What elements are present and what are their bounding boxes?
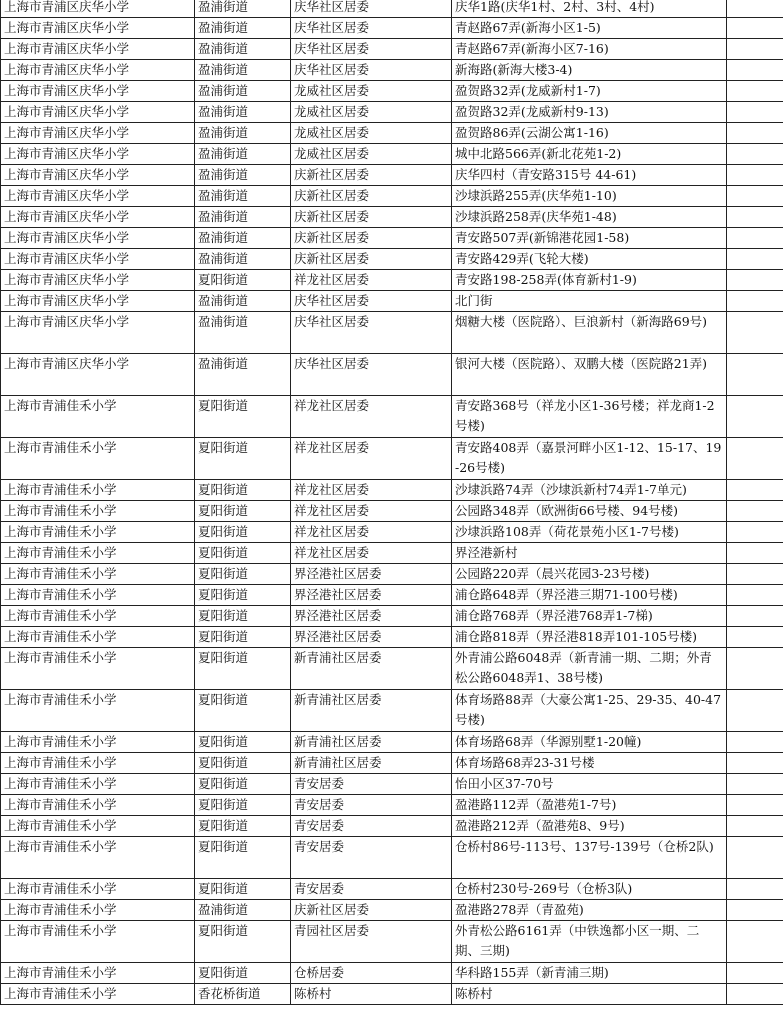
address-cell: 仓桥村230号-269号（仓桥3队) <box>452 879 727 900</box>
table-row <box>1 18 783 39</box>
empty-cell <box>727 648 783 690</box>
empty-cell <box>727 228 783 249</box>
school-name-cell: 上海市青浦区庆华小学 <box>1 207 195 228</box>
community-cell: 庆新社区居委 <box>291 207 452 228</box>
table-row <box>1 249 783 270</box>
street-cell: 盈浦街道 <box>195 207 291 228</box>
address-cell: 青赵路67弄(新海小区1-5) <box>452 18 727 39</box>
address-cell: 公园路220弄（晨兴花园3-23号楼) <box>452 564 727 585</box>
address-cell: 盈港路212弄（盈港苑8、9号) <box>452 816 727 837</box>
school-name-cell: 上海市青浦区庆华小学 <box>1 354 195 396</box>
address-cell: 青安路507弄(新锦港花园1-58) <box>452 228 727 249</box>
community-cell: 庆新社区居委 <box>291 186 452 207</box>
street-cell: 盈浦街道 <box>195 39 291 60</box>
address-cell: 青安路429弄(飞轮大楼) <box>452 249 727 270</box>
address-cell: 新海路(新海大楼3-4) <box>452 60 727 81</box>
school-name-cell: 上海市青浦佳禾小学 <box>1 795 195 816</box>
school-name-cell: 上海市青浦佳禾小学 <box>1 543 195 564</box>
school-name-cell: 上海市青浦佳禾小学 <box>1 501 195 522</box>
street-cell: 夏阳街道 <box>195 774 291 795</box>
school-name-cell: 上海市青浦区庆华小学 <box>1 102 195 123</box>
empty-cell <box>727 879 783 900</box>
street-cell: 夏阳街道 <box>195 438 291 480</box>
school-name-cell: 上海市青浦佳禾小学 <box>1 732 195 753</box>
school-name-cell: 上海市青浦区庆华小学 <box>1 291 195 312</box>
school-name-cell: 上海市青浦区庆华小学 <box>1 123 195 144</box>
school-name-cell: 上海市青浦佳禾小学 <box>1 690 195 732</box>
empty-cell <box>727 18 783 39</box>
table-row <box>1 228 783 249</box>
street-cell: 夏阳街道 <box>195 837 291 879</box>
street-cell: 盈浦街道 <box>195 354 291 396</box>
empty-cell <box>727 354 783 396</box>
street-cell: 盈浦街道 <box>195 81 291 102</box>
street-cell: 盈浦街道 <box>195 291 291 312</box>
street-cell: 盈浦街道 <box>195 312 291 354</box>
table-row <box>1 606 783 627</box>
school-name-cell: 上海市青浦区庆华小学 <box>1 60 195 81</box>
table-row <box>1 165 783 186</box>
empty-cell <box>727 480 783 501</box>
community-cell: 青安居委 <box>291 837 452 879</box>
school-name-cell: 上海市青浦区庆华小学 <box>1 39 195 60</box>
community-cell: 界泾港社区居委 <box>291 627 452 648</box>
table-row <box>1 81 783 102</box>
community-cell: 界泾港社区居委 <box>291 564 452 585</box>
table-row <box>1 312 783 354</box>
address-cell: 体育场路68弄（华源别墅1-20幢) <box>452 732 727 753</box>
community-cell: 龙威社区居委 <box>291 144 452 165</box>
table-row <box>1 963 783 984</box>
community-cell: 新青浦社区居委 <box>291 753 452 774</box>
school-name-cell: 上海市青浦区庆华小学 <box>1 165 195 186</box>
address-cell: 盈港路278弄（青盈苑) <box>452 900 727 921</box>
address-cell: 青赵路67弄(新海小区7-16) <box>452 39 727 60</box>
street-cell: 夏阳街道 <box>195 795 291 816</box>
school-name-cell: 上海市青浦佳禾小学 <box>1 585 195 606</box>
empty-cell <box>727 690 783 732</box>
school-name-cell: 上海市青浦佳禾小学 <box>1 648 195 690</box>
community-cell: 庆新社区居委 <box>291 900 452 921</box>
community-cell: 祥龙社区居委 <box>291 480 452 501</box>
school-name-cell: 上海市青浦佳禾小学 <box>1 480 195 501</box>
table-row <box>1 0 783 18</box>
street-cell: 夏阳街道 <box>195 564 291 585</box>
address-cell: 银河大楼（医院路）、双鹏大楼（医院路21弄) <box>452 354 727 396</box>
address-cell: 盈贺路86弄(云湖公寓1-16) <box>452 123 727 144</box>
community-cell: 庆华社区居委 <box>291 18 452 39</box>
community-cell: 新青浦社区居委 <box>291 690 452 732</box>
address-cell: 盈港路112弄（盈港苑1-7号) <box>452 795 727 816</box>
school-name-cell: 上海市青浦佳禾小学 <box>1 837 195 879</box>
table-row <box>1 900 783 921</box>
table-row <box>1 564 783 585</box>
empty-cell <box>727 291 783 312</box>
address-cell: 体育场路88弄（大豪公寓1-25、29-35、40-47号楼) <box>452 690 727 732</box>
address-cell: 陈桥村 <box>452 984 727 1005</box>
street-cell: 盈浦街道 <box>195 60 291 81</box>
empty-cell <box>727 186 783 207</box>
community-cell: 庆新社区居委 <box>291 249 452 270</box>
school-name-cell: 上海市青浦区庆华小学 <box>1 312 195 354</box>
community-cell: 祥龙社区居委 <box>291 522 452 543</box>
table-row <box>1 186 783 207</box>
table-row <box>1 585 783 606</box>
address-cell: 青安路408弄（嘉景河畔小区1-12、15-17、19-26号楼) <box>452 438 727 480</box>
empty-cell <box>727 795 783 816</box>
community-cell: 祥龙社区居委 <box>291 396 452 438</box>
empty-cell <box>727 312 783 354</box>
street-cell: 盈浦街道 <box>195 18 291 39</box>
empty-cell <box>727 921 783 963</box>
community-cell: 青安居委 <box>291 774 452 795</box>
street-cell: 夏阳街道 <box>195 501 291 522</box>
empty-cell <box>727 753 783 774</box>
school-name-cell: 上海市青浦佳禾小学 <box>1 963 195 984</box>
table-row <box>1 732 783 753</box>
table-row <box>1 522 783 543</box>
community-cell: 青园社区居委 <box>291 921 452 963</box>
table-row <box>1 102 783 123</box>
school-name-cell: 上海市青浦佳禾小学 <box>1 606 195 627</box>
community-cell: 庆华社区居委 <box>291 0 452 18</box>
school-name-cell: 上海市青浦区庆华小学 <box>1 270 195 291</box>
table-row <box>1 627 783 648</box>
address-cell: 北门街 <box>452 291 727 312</box>
street-cell: 夏阳街道 <box>195 879 291 900</box>
community-cell: 龙威社区居委 <box>291 81 452 102</box>
community-cell: 仓桥居委 <box>291 963 452 984</box>
school-name-cell: 上海市青浦佳禾小学 <box>1 816 195 837</box>
table-row <box>1 144 783 165</box>
address-cell: 浦仓路768弄（界泾港768弄1-7梯) <box>452 606 727 627</box>
address-cell: 浦仓路818弄（界泾港818弄101-105号楼) <box>452 627 727 648</box>
community-cell: 庆新社区居委 <box>291 228 452 249</box>
empty-cell <box>727 396 783 438</box>
table-row <box>1 438 783 480</box>
empty-cell <box>727 249 783 270</box>
address-cell: 沙埭浜路108弄（荷花景苑小区1-7号楼) <box>452 522 727 543</box>
address-cell: 华科路155弄（新青浦三期) <box>452 963 727 984</box>
empty-cell <box>727 81 783 102</box>
school-name-cell: 上海市青浦佳禾小学 <box>1 396 195 438</box>
address-cell: 沙埭浜路74弄（沙埭浜新村74弄1-7单元) <box>452 480 727 501</box>
table-row <box>1 354 783 396</box>
school-name-cell: 上海市青浦区庆华小学 <box>1 0 195 18</box>
street-cell: 夏阳街道 <box>195 270 291 291</box>
address-cell: 外青松公路6161弄（中铁逸都小区一期、二期、三期) <box>452 921 727 963</box>
empty-cell <box>727 39 783 60</box>
street-cell: 夏阳街道 <box>195 627 291 648</box>
community-cell: 庆华社区居委 <box>291 39 452 60</box>
empty-cell <box>727 984 783 1005</box>
street-cell: 盈浦街道 <box>195 900 291 921</box>
school-name-cell: 上海市青浦区庆华小学 <box>1 81 195 102</box>
address-cell: 外青浦公路6048弄（新青浦一期、二期；外青松公路6048弄1、38号楼) <box>452 648 727 690</box>
street-cell: 盈浦街道 <box>195 0 291 18</box>
street-cell: 夏阳街道 <box>195 963 291 984</box>
street-cell: 盈浦街道 <box>195 186 291 207</box>
school-name-cell: 上海市青浦佳禾小学 <box>1 879 195 900</box>
community-cell: 龙威社区居委 <box>291 102 452 123</box>
empty-cell <box>727 816 783 837</box>
street-cell: 夏阳街道 <box>195 921 291 963</box>
empty-cell <box>727 900 783 921</box>
table-row <box>1 648 783 690</box>
empty-cell <box>727 0 783 18</box>
table-row <box>1 123 783 144</box>
street-cell: 夏阳街道 <box>195 543 291 564</box>
school-name-cell: 上海市青浦区庆华小学 <box>1 144 195 165</box>
community-cell: 龙威社区居委 <box>291 123 452 144</box>
empty-cell <box>727 60 783 81</box>
table-row <box>1 921 783 963</box>
empty-cell <box>727 837 783 879</box>
street-cell: 盈浦街道 <box>195 228 291 249</box>
school-name-cell: 上海市青浦佳禾小学 <box>1 900 195 921</box>
street-cell: 盈浦街道 <box>195 249 291 270</box>
community-cell: 青安居委 <box>291 879 452 900</box>
address-cell: 沙埭浜路255弄(庆华苑1-10) <box>452 186 727 207</box>
empty-cell <box>727 102 783 123</box>
school-name-cell: 上海市青浦佳禾小学 <box>1 774 195 795</box>
street-cell: 盈浦街道 <box>195 102 291 123</box>
table-row <box>1 270 783 291</box>
street-cell: 夏阳街道 <box>195 690 291 732</box>
street-cell: 盈浦街道 <box>195 123 291 144</box>
empty-cell <box>727 144 783 165</box>
street-cell: 盈浦街道 <box>195 165 291 186</box>
school-name-cell: 上海市青浦区庆华小学 <box>1 228 195 249</box>
empty-cell <box>727 165 783 186</box>
table-row <box>1 690 783 732</box>
street-cell: 夏阳街道 <box>195 816 291 837</box>
table-row <box>1 39 783 60</box>
empty-cell <box>727 438 783 480</box>
empty-cell <box>727 585 783 606</box>
table-row <box>1 753 783 774</box>
address-cell: 盈贺路32弄(龙威新村1-7) <box>452 81 727 102</box>
school-name-cell: 上海市青浦佳禾小学 <box>1 627 195 648</box>
address-cell: 烟糖大楼（医院路）、巨浪新村（新海路69号) <box>452 312 727 354</box>
address-cell: 界泾港新村 <box>452 543 727 564</box>
table-row <box>1 795 783 816</box>
community-cell: 青安居委 <box>291 795 452 816</box>
community-cell: 青安居委 <box>291 816 452 837</box>
school-name-cell: 上海市青浦佳禾小学 <box>1 564 195 585</box>
school-name-cell: 上海市青浦区庆华小学 <box>1 18 195 39</box>
community-cell: 庆华社区居委 <box>291 354 452 396</box>
community-cell: 新青浦社区居委 <box>291 648 452 690</box>
empty-cell <box>727 522 783 543</box>
address-cell: 青安路198-258弄(体育新村1-9) <box>452 270 727 291</box>
address-cell: 青安路368号（祥龙小区1-36号楼；祥龙商1-2号楼) <box>452 396 727 438</box>
school-name-cell: 上海市青浦佳禾小学 <box>1 921 195 963</box>
empty-cell <box>727 501 783 522</box>
address-cell: 庆华1路(庆华1村、2村、3村、4村) <box>452 0 727 18</box>
community-cell: 界泾港社区居委 <box>291 606 452 627</box>
empty-cell <box>727 543 783 564</box>
address-cell: 城中北路566弄(新北花苑1-2) <box>452 144 727 165</box>
community-cell: 庆华社区居委 <box>291 60 452 81</box>
empty-cell <box>727 963 783 984</box>
community-cell: 庆新社区居委 <box>291 165 452 186</box>
school-name-cell: 上海市青浦佳禾小学 <box>1 438 195 480</box>
empty-cell <box>727 627 783 648</box>
table-row <box>1 984 783 1005</box>
school-name-cell: 上海市青浦佳禾小学 <box>1 522 195 543</box>
empty-cell <box>727 123 783 144</box>
address-cell: 盈贺路32弄(龙威新村9-13) <box>452 102 727 123</box>
table-row <box>1 543 783 564</box>
table-row <box>1 207 783 228</box>
street-cell: 夏阳街道 <box>195 480 291 501</box>
table-row <box>1 480 783 501</box>
address-cell: 沙埭浜路258弄(庆华苑1-48) <box>452 207 727 228</box>
table-row <box>1 396 783 438</box>
address-cell: 怡田小区37-70号 <box>452 774 727 795</box>
school-name-cell: 上海市青浦佳禾小学 <box>1 984 195 1005</box>
street-cell: 夏阳街道 <box>195 396 291 438</box>
table-row <box>1 291 783 312</box>
table-row <box>1 816 783 837</box>
empty-cell <box>727 606 783 627</box>
community-cell: 祥龙社区居委 <box>291 270 452 291</box>
street-cell: 夏阳街道 <box>195 522 291 543</box>
street-cell: 夏阳街道 <box>195 732 291 753</box>
school-name-cell: 上海市青浦佳禾小学 <box>1 753 195 774</box>
table-body <box>1 0 783 1005</box>
empty-cell <box>727 270 783 291</box>
table-row <box>1 879 783 900</box>
school-name-cell: 上海市青浦区庆华小学 <box>1 186 195 207</box>
community-cell: 新青浦社区居委 <box>291 732 452 753</box>
community-cell: 祥龙社区居委 <box>291 501 452 522</box>
table-row <box>1 837 783 879</box>
community-cell: 庆华社区居委 <box>291 291 452 312</box>
address-cell: 体育场路68弄23-31号楼 <box>452 753 727 774</box>
street-cell: 夏阳街道 <box>195 648 291 690</box>
address-cell: 庆华四村（青安路315号 44-61) <box>452 165 727 186</box>
community-cell: 陈桥村 <box>291 984 452 1005</box>
table-row <box>1 60 783 81</box>
empty-cell <box>727 732 783 753</box>
street-cell: 香花桥街道 <box>195 984 291 1005</box>
street-cell: 盈浦街道 <box>195 144 291 165</box>
table-row <box>1 501 783 522</box>
table-row <box>1 774 783 795</box>
address-cell: 公园路348弄（欧洲街66号楼、94号楼) <box>452 501 727 522</box>
community-cell: 祥龙社区居委 <box>291 543 452 564</box>
empty-cell <box>727 207 783 228</box>
empty-cell <box>727 564 783 585</box>
community-cell: 界泾港社区居委 <box>291 585 452 606</box>
street-cell: 夏阳街道 <box>195 753 291 774</box>
address-cell: 仓桥村86号-113号、137号-139号（仓桥2队) <box>452 837 727 879</box>
street-cell: 夏阳街道 <box>195 606 291 627</box>
street-cell: 夏阳街道 <box>195 585 291 606</box>
empty-cell <box>727 774 783 795</box>
community-cell: 祥龙社区居委 <box>291 438 452 480</box>
community-cell: 庆华社区居委 <box>291 312 452 354</box>
school-name-cell: 上海市青浦区庆华小学 <box>1 249 195 270</box>
address-cell: 浦仓路648弄（界泾港三期71-100号楼) <box>452 585 727 606</box>
